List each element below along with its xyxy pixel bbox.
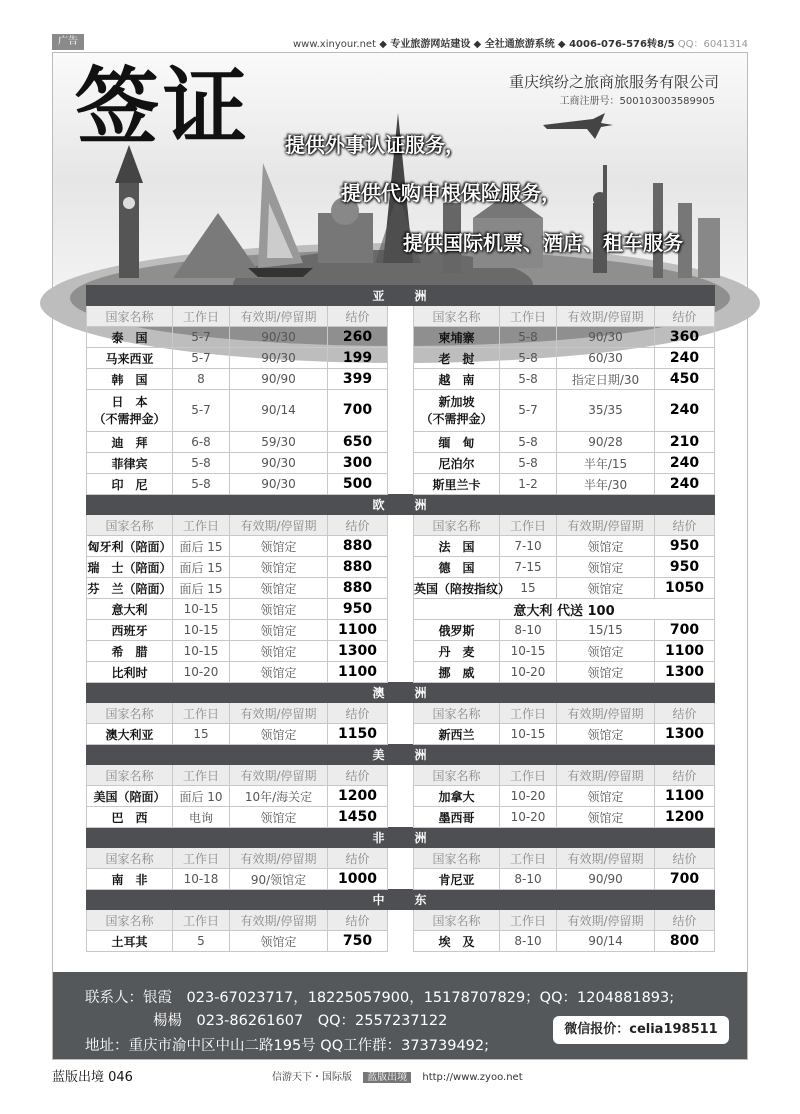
country-validity: 10年/海关定 xyxy=(230,786,328,807)
column-gap xyxy=(388,557,414,578)
country-name: 匈牙利（陪面） xyxy=(87,536,173,557)
country-price: 1100 xyxy=(328,620,388,641)
column-header: 国家名称 xyxy=(414,515,500,536)
country-validity: 领馆定 xyxy=(230,641,328,662)
country-validity: 领馆定 xyxy=(557,786,655,807)
country-price: 240 xyxy=(655,348,715,369)
country-name: 尼泊尔 xyxy=(414,453,500,474)
country-price: 700 xyxy=(655,869,715,890)
country-name: 土耳其 xyxy=(87,931,173,952)
column-header: 结价 xyxy=(328,306,388,327)
country-price: 700 xyxy=(328,390,388,432)
column-header: 国家名称 xyxy=(414,848,500,869)
country-price: 199 xyxy=(328,348,388,369)
column-header: 国家名称 xyxy=(87,515,173,536)
banner xyxy=(53,53,747,285)
country-name: 越 南 xyxy=(414,369,500,390)
header-row xyxy=(87,515,715,536)
column-header: 工作日 xyxy=(500,765,557,786)
country-days: 5-8 xyxy=(500,369,557,390)
note-cell: 意大利 代送 100 xyxy=(414,599,715,620)
table-row xyxy=(87,662,715,683)
country-name: 英国（陪按指纹） xyxy=(414,578,500,599)
column-header: 结价 xyxy=(655,848,715,869)
country-validity: 领馆定 xyxy=(230,578,328,599)
country-validity: 领馆定 xyxy=(230,662,328,683)
country-name-line: 新加坡 xyxy=(438,394,475,409)
table-row xyxy=(87,536,715,557)
table-row xyxy=(87,348,715,369)
country-validity: 领馆定 xyxy=(230,599,328,620)
country-validity: 领馆定 xyxy=(557,724,655,745)
contact-line-2: 楊楊 023-86261607 QQ：2557237122 xyxy=(153,1013,448,1029)
column-gap xyxy=(388,662,414,683)
country-validity: 领馆定 xyxy=(557,641,655,662)
column-gap xyxy=(388,515,414,536)
country-name: 老 挝 xyxy=(414,348,500,369)
top-qq: QQ：6041314 xyxy=(677,39,748,50)
column-header: 工作日 xyxy=(173,910,230,931)
country-validity: 59/30 xyxy=(230,432,328,453)
contact-line-1: 联系人：银霞 023-67023717，18225057900，15178707829；QQ：1204881893; xyxy=(85,990,675,1006)
column-header: 工作日 xyxy=(500,306,557,327)
country-validity: 90/14 xyxy=(230,390,328,432)
country-price: 1100 xyxy=(328,662,388,683)
country-name: 菲律宾 xyxy=(87,453,173,474)
country-days: 5-8 xyxy=(500,348,557,369)
country-days: 5-7 xyxy=(173,327,230,348)
column-gap xyxy=(388,306,414,327)
table-row xyxy=(87,620,715,641)
column-header: 结价 xyxy=(328,703,388,724)
country-validity: 90/领馆定 xyxy=(230,869,328,890)
country-validity: 15/15 xyxy=(557,620,655,641)
country-name: 新西兰 xyxy=(414,724,500,745)
table-row xyxy=(87,453,715,474)
country-price: 210 xyxy=(655,432,715,453)
country-name: 巴 西 xyxy=(87,807,173,828)
country-price: 800 xyxy=(655,931,715,952)
column-header: 工作日 xyxy=(173,515,230,536)
page-footer xyxy=(52,1066,748,1084)
region-title: 澳 洲 xyxy=(87,683,715,703)
country-price: 1150 xyxy=(328,724,388,745)
country-days: 10-20 xyxy=(500,807,557,828)
country-name: 希 腊 xyxy=(87,641,173,662)
region-title: 欧 洲 xyxy=(87,495,715,515)
country-name: 埃 及 xyxy=(414,931,500,952)
column-header: 国家名称 xyxy=(414,765,500,786)
country-name: 丹 麦 xyxy=(414,641,500,662)
column-header: 工作日 xyxy=(500,515,557,536)
country-days: 面后 10 xyxy=(173,786,230,807)
service-1: 专业旅游网站建设 xyxy=(390,39,471,50)
column-header: 有效期/停留期 xyxy=(557,848,655,869)
slogan-3: 提供国际机票、酒店、租车服务 xyxy=(403,231,683,255)
column-header: 国家名称 xyxy=(87,703,173,724)
column-header: 有效期/停留期 xyxy=(557,703,655,724)
country-validity: 90/30 xyxy=(230,453,328,474)
address-line: 地址：重庆市渝中区中山二路195号 QQ工作群：373739492; xyxy=(85,1038,490,1054)
column-header: 有效期/停留期 xyxy=(230,910,328,931)
country-price: 1450 xyxy=(328,807,388,828)
table-row xyxy=(87,390,715,432)
country-name: 南 非 xyxy=(87,869,173,890)
table-row xyxy=(87,474,715,495)
country-validity: 90/90 xyxy=(557,869,655,890)
column-gap xyxy=(388,869,414,890)
country-validity: 90/90 xyxy=(230,369,328,390)
column-header: 有效期/停留期 xyxy=(230,515,328,536)
country-name: 缅 甸 xyxy=(414,432,500,453)
column-header: 国家名称 xyxy=(87,910,173,931)
country-price: 880 xyxy=(328,536,388,557)
column-header: 结价 xyxy=(328,910,388,931)
country-days: 5-8 xyxy=(173,474,230,495)
table-row xyxy=(87,432,715,453)
country-name: 印 尼 xyxy=(87,474,173,495)
country-validity: 领馆定 xyxy=(230,536,328,557)
country-validity: 领馆定 xyxy=(230,557,328,578)
region-title: 非 洲 xyxy=(87,828,715,848)
column-gap xyxy=(388,910,414,931)
country-validity: 半年/15 xyxy=(557,453,655,474)
column-gap xyxy=(388,327,414,348)
country-name: 瑞 士（陪面） xyxy=(87,557,173,578)
country-validity: 90/30 xyxy=(230,327,328,348)
country-days: 8-10 xyxy=(500,931,557,952)
country-validity: 90/14 xyxy=(557,931,655,952)
column-header: 有效期/停留期 xyxy=(230,765,328,786)
table-row xyxy=(87,369,715,390)
section-tag: 蓝版出境 xyxy=(363,1072,411,1083)
publisher-url[interactable]: http://www.zyoo.net xyxy=(422,1072,523,1083)
country-price: 1050 xyxy=(655,578,715,599)
country-name xyxy=(414,390,500,432)
country-price: 1200 xyxy=(328,786,388,807)
country-price: 1000 xyxy=(328,869,388,890)
table-row xyxy=(87,578,715,599)
country-name: 芬 兰（陪面） xyxy=(87,578,173,599)
column-header: 工作日 xyxy=(173,848,230,869)
top-phone: 4006-076-576转8/5 xyxy=(569,39,675,50)
region-title: 中 东 xyxy=(87,890,715,910)
column-header: 工作日 xyxy=(173,703,230,724)
country-name-line: 日 本 xyxy=(111,394,148,409)
header-row xyxy=(87,848,715,869)
column-gap xyxy=(388,536,414,557)
country-name: 法 国 xyxy=(414,536,500,557)
country-validity: 领馆定 xyxy=(557,807,655,828)
country-days: 10-20 xyxy=(500,662,557,683)
column-header: 结价 xyxy=(655,703,715,724)
country-name: 马来西亚 xyxy=(87,348,173,369)
country-price: 240 xyxy=(655,474,715,495)
company-name: 重庆缤纷之旅商旅服务有限公司 xyxy=(508,73,719,91)
country-days: 5-7 xyxy=(500,390,557,432)
column-header: 结价 xyxy=(655,765,715,786)
country-price: 700 xyxy=(655,620,715,641)
country-name: 墨西哥 xyxy=(414,807,500,828)
country-validity: 领馆定 xyxy=(557,578,655,599)
country-validity: 半年/30 xyxy=(557,474,655,495)
country-days: 10-15 xyxy=(173,641,230,662)
region-row xyxy=(87,890,715,910)
country-days: 5-8 xyxy=(500,327,557,348)
top-ad-bar xyxy=(52,34,748,50)
column-header: 结价 xyxy=(328,848,388,869)
country-days: 5-8 xyxy=(500,453,557,474)
country-days: 7-15 xyxy=(500,557,557,578)
column-header: 结价 xyxy=(655,910,715,931)
site-url[interactable]: www.xinyour.net xyxy=(293,39,376,50)
table-row xyxy=(87,807,715,828)
column-header: 有效期/停留期 xyxy=(557,910,655,931)
country-name: 迪 拜 xyxy=(87,432,173,453)
page-number: 蓝版出境 046 xyxy=(52,1070,133,1085)
table-row xyxy=(87,599,715,620)
column-gap xyxy=(388,348,414,369)
column-gap xyxy=(388,369,414,390)
column-header: 有效期/停留期 xyxy=(230,703,328,724)
region-row xyxy=(87,683,715,703)
column-gap xyxy=(388,807,414,828)
country-validity: 90/28 xyxy=(557,432,655,453)
column-header: 国家名称 xyxy=(414,910,500,931)
country-days: 10-20 xyxy=(173,662,230,683)
column-header: 有效期/停留期 xyxy=(557,765,655,786)
country-name: 斯里兰卡 xyxy=(414,474,500,495)
column-header: 有效期/停留期 xyxy=(230,848,328,869)
country-price: 880 xyxy=(328,578,388,599)
country-validity: 领馆定 xyxy=(230,724,328,745)
country-validity: 领馆定 xyxy=(557,662,655,683)
column-header: 国家名称 xyxy=(87,765,173,786)
column-header: 有效期/停留期 xyxy=(230,306,328,327)
column-header: 国家名称 xyxy=(414,306,500,327)
column-header: 结价 xyxy=(655,306,715,327)
country-days: 8-10 xyxy=(500,620,557,641)
column-gap xyxy=(388,390,414,432)
country-days: 5-8 xyxy=(173,453,230,474)
header-row xyxy=(87,765,715,786)
country-days: 15 xyxy=(173,724,230,745)
country-name: 俄罗斯 xyxy=(414,620,500,641)
column-header: 工作日 xyxy=(500,848,557,869)
country-name: 西班牙 xyxy=(87,620,173,641)
country-name: 柬埔寨 xyxy=(414,327,500,348)
country-name: 韩 国 xyxy=(87,369,173,390)
column-header: 工作日 xyxy=(500,703,557,724)
country-days: 10-15 xyxy=(500,724,557,745)
country-price: 1100 xyxy=(655,641,715,662)
column-gap xyxy=(388,474,414,495)
country-name-note: （不需押金） xyxy=(420,411,493,426)
page-title: 签证 xyxy=(75,57,252,156)
country-name: 加拿大 xyxy=(414,786,500,807)
country-days: 10-15 xyxy=(500,641,557,662)
country-name: 德 国 xyxy=(414,557,500,578)
country-days: 10-15 xyxy=(173,620,230,641)
region-title: 亚 洲 xyxy=(87,286,715,306)
country-price: 1100 xyxy=(655,786,715,807)
column-gap xyxy=(388,599,414,620)
country-days: 5-7 xyxy=(173,348,230,369)
slogan-2: 提供代购申根保险服务， xyxy=(341,181,561,205)
country-price: 1300 xyxy=(328,641,388,662)
country-validity: 领馆定 xyxy=(230,807,328,828)
country-name: 泰 国 xyxy=(87,327,173,348)
country-days: 8 xyxy=(173,369,230,390)
country-price: 1200 xyxy=(655,807,715,828)
column-gap xyxy=(388,765,414,786)
visa-price-table xyxy=(86,285,715,952)
publisher-name: 信游天下・国际版 xyxy=(272,1072,352,1083)
publisher-credit xyxy=(272,1068,523,1083)
country-days: 7-10 xyxy=(500,536,557,557)
column-header: 国家名称 xyxy=(414,703,500,724)
country-days: 8-10 xyxy=(500,869,557,890)
country-validity: 指定日期/30 xyxy=(557,369,655,390)
registration-number: 工商注册号：500103003589905 xyxy=(559,96,715,107)
top-info: www.xinyour.net ◆ 专业旅游网站建设 ◆ 全社通旅游系统 ◆ 4006-076-576转8/5 QQ：6041314 xyxy=(293,39,748,50)
country-price: 950 xyxy=(655,536,715,557)
header-row xyxy=(87,306,715,327)
column-header: 结价 xyxy=(328,515,388,536)
country-price: 880 xyxy=(328,557,388,578)
country-name: 意大利 xyxy=(87,599,173,620)
country-name: 挪 威 xyxy=(414,662,500,683)
country-days: 5 xyxy=(173,931,230,952)
region-row xyxy=(87,286,715,306)
country-days: 10-20 xyxy=(500,786,557,807)
country-days: 15 xyxy=(500,578,557,599)
country-name: 美国（陪面） xyxy=(87,786,173,807)
country-validity: 领馆定 xyxy=(557,536,655,557)
column-header: 工作日 xyxy=(173,306,230,327)
country-days: 面后 15 xyxy=(173,536,230,557)
service-2: 全社通旅游系统 xyxy=(484,39,555,50)
country-days: 面后 15 xyxy=(173,578,230,599)
country-days: 10-18 xyxy=(173,869,230,890)
column-gap xyxy=(388,578,414,599)
region-row xyxy=(87,745,715,765)
country-name: 澳大利亚 xyxy=(87,724,173,745)
column-header: 工作日 xyxy=(500,910,557,931)
column-header: 工作日 xyxy=(173,765,230,786)
column-header: 结价 xyxy=(655,515,715,536)
country-days: 5-8 xyxy=(500,432,557,453)
table-row xyxy=(87,869,715,890)
country-price: 260 xyxy=(328,327,388,348)
country-days: 6-8 xyxy=(173,432,230,453)
column-gap xyxy=(388,453,414,474)
table-row xyxy=(87,931,715,952)
country-days: 10-15 xyxy=(173,599,230,620)
country-validity: 90/30 xyxy=(230,348,328,369)
column-gap xyxy=(388,620,414,641)
column-gap xyxy=(388,641,414,662)
country-price: 950 xyxy=(328,599,388,620)
country-days: 1-2 xyxy=(500,474,557,495)
wechat-badge: 微信报价：celia198511 xyxy=(553,1016,729,1044)
country-price: 360 xyxy=(655,327,715,348)
country-validity: 90/30 xyxy=(230,474,328,495)
country-validity: 领馆定 xyxy=(230,931,328,952)
country-price: 450 xyxy=(655,369,715,390)
column-header: 国家名称 xyxy=(87,848,173,869)
region-row xyxy=(87,495,715,515)
country-price: 750 xyxy=(328,931,388,952)
country-name: 肯尼亚 xyxy=(414,869,500,890)
region-row xyxy=(87,828,715,848)
column-gap xyxy=(388,703,414,724)
table-row xyxy=(87,786,715,807)
country-price: 1300 xyxy=(655,724,715,745)
column-header: 国家名称 xyxy=(87,306,173,327)
column-header: 结价 xyxy=(328,765,388,786)
country-price: 399 xyxy=(328,369,388,390)
country-price: 650 xyxy=(328,432,388,453)
column-gap xyxy=(388,931,414,952)
country-validity: 90/30 xyxy=(557,327,655,348)
country-validity: 35/35 xyxy=(557,390,655,432)
slogan-1: 提供外事认证服务， xyxy=(285,133,465,157)
country-price: 1300 xyxy=(655,662,715,683)
country-days: 5-7 xyxy=(173,390,230,432)
column-gap xyxy=(388,848,414,869)
column-header: 有效期/停留期 xyxy=(557,515,655,536)
contact-footer xyxy=(53,972,747,1059)
table-row xyxy=(87,724,715,745)
table-row xyxy=(87,641,715,662)
table-row xyxy=(87,327,715,348)
country-price: 240 xyxy=(655,453,715,474)
country-name-note: （不需押金） xyxy=(93,411,166,426)
region-title: 美 洲 xyxy=(87,745,715,765)
country-name xyxy=(87,390,173,432)
header-row xyxy=(87,910,715,931)
country-validity: 领馆定 xyxy=(230,620,328,641)
column-gap xyxy=(388,432,414,453)
ad-label: 广告 xyxy=(52,34,84,50)
header-row xyxy=(87,703,715,724)
table-row xyxy=(87,557,715,578)
country-days: 面后 15 xyxy=(173,557,230,578)
column-gap xyxy=(388,724,414,745)
country-days: 电询 xyxy=(173,807,230,828)
country-validity: 领馆定 xyxy=(557,557,655,578)
column-gap xyxy=(388,786,414,807)
country-price: 240 xyxy=(655,390,715,432)
country-validity: 60/30 xyxy=(557,348,655,369)
country-price: 300 xyxy=(328,453,388,474)
country-price: 500 xyxy=(328,474,388,495)
column-header: 有效期/停留期 xyxy=(557,306,655,327)
country-name: 比利时 xyxy=(87,662,173,683)
country-price: 950 xyxy=(655,557,715,578)
